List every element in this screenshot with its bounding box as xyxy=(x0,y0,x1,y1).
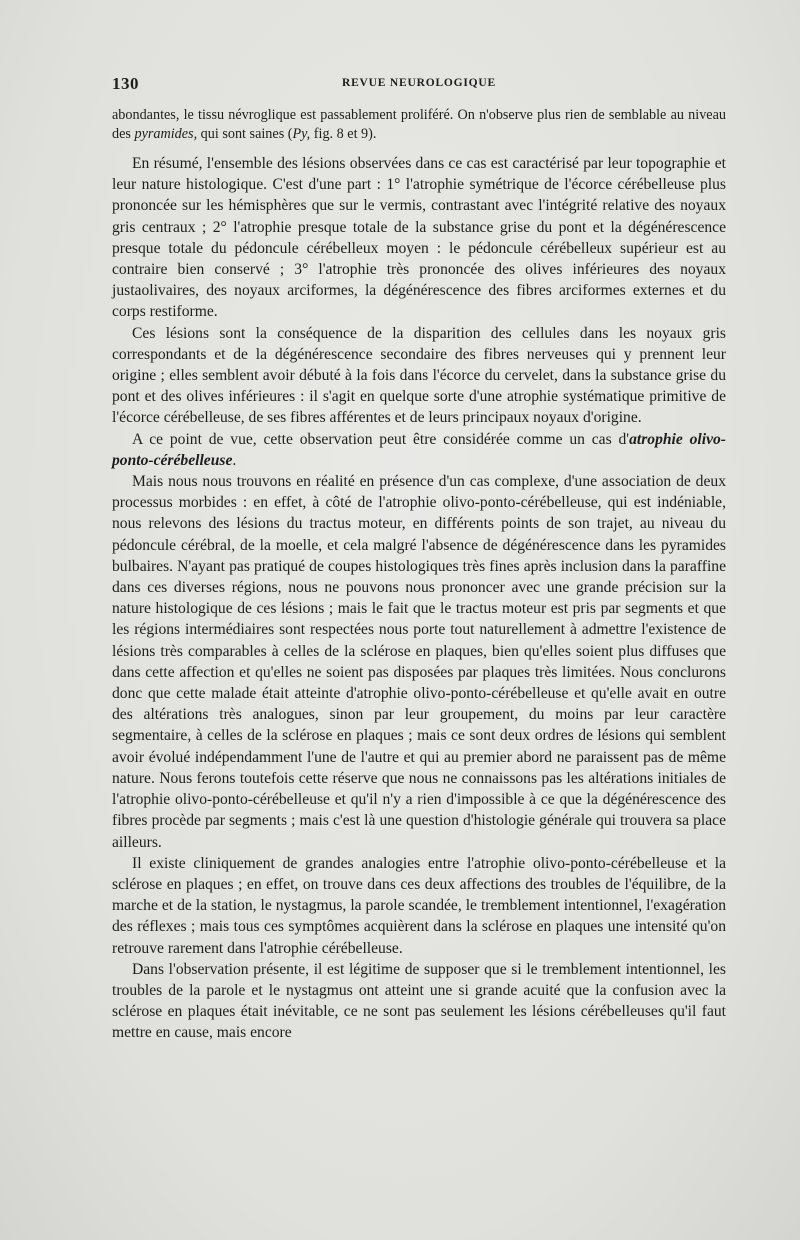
running-head: REVUE NEUROLOGIQUE xyxy=(341,77,497,89)
paragraph-point-de-vue-text: A ce point de vue, cette observation peut être considérée comme un cas d' xyxy=(132,430,630,448)
paragraph-resume: En résumé, l'ensemble des lésions observées dans ce cas est caractérisé par leur topographie et leur nature histologique. C'est d'une part : 1° l'atrophie symétrique de l'écorce cérébelleuse plus prononcée sur les hémisphères que sur le vermis, contrastant avec l'intégrité relative des noyaux gris centraux ; 2° l'atrophie presque totale de la substance grise du pont et la dégénérescence presque totale du pédoncule cérébelleux moyen : le pédoncule cérébelleux supérieur est au contraire bien conservé ; 3° l'atrophie très prononcée des olives inférieures des noyaux justaolivaires, des noyaux arciformes, la dégénérescence des fibres arciformes externes et du corps restiforme. xyxy=(112,155,726,321)
paragraph-point-de-vue xyxy=(112,429,726,471)
paragraph-point-de-vue-end: . xyxy=(232,451,237,469)
intro-text-1: abondantes, le tissu névroglique est passablement proliféré. On n'observe plus rien de semblable au niveau des xyxy=(112,107,726,142)
intro-italic-pyramides: pyramides, xyxy=(134,126,198,142)
paragraph-cas-complexe: Mais nous nous trouvons en réalité en présence d'un cas complexe, d'une association de deux processus morbides : en effet, à côté de l'atrophie olivo-ponto-cérébelleuse, qui est indéniable, nous relevons des lésions du tractus moteur, en différents points de son trajet, au niveau du pédoncule cérébral, de la moelle, et cela malgré l'absence de dégénérescence dans les pyramides bulbaires. N'ayant pas pratiqué de coupes histologiques très fines après inclusion dans la paraffine dans ces diverses régions, nous ne pouvons nous prononcer avec une grande précision sur la nature histologique de ces lésions ; mais le fait que le tractus moteur est pris par segments et que les régions intermédiaires sont respectées nous porte tout naturellement à admettre l'existence de lésions très comparables à celles de la sclérose en plaques, bien qu'elles soient plus diffuses que dans cette affection et qu'elles ne soient pas disposées par plaques très limitées. Nous conclurons donc que cette malade était atteinte d'atrophie olivo-ponto-cérébelleuse et qu'elle avait en outre des altérations très analogues, sinon par leur groupement, du moins par leur caractère segmentaire, à celles de la sclérose en plaques ; mais ce sont deux ordres de lésions qui semblent avoir évolué indépendamment l'une de l'autre et qui au premier abord ne paraissent pas de même nature. Nous ferons toutefois cette réserve que nous ne connaissons pas les altérations initiales de l'atrophie olivo-ponto-cérébelleuse et qu'il n'y a rien d'impossible à ce que la dégénérescence des fibres procède par segments ; mais c'est là une question d'histologie générale qui trouvera sa place ailleurs. xyxy=(112,473,726,851)
intro-paragraph xyxy=(112,106,726,144)
paragraph-observation: Dans l'observation présente, il est légitime de supposer que si le tremblement intentionnel, les troubles de la parole et le nystagmus ont atteint une si grande acuité que la confusion avec la sclérose en plaques était inévitable, ce ne sont pas seulement les lésions cérébelleuses qu'il faut mettre en cause, mais encore xyxy=(112,960,726,1042)
intro-text-5: fig. 8 et 9). xyxy=(310,126,377,142)
body-text xyxy=(112,153,726,1044)
page-number: 130 xyxy=(112,74,139,93)
intro-italic-py: Py, xyxy=(292,126,311,142)
paragraph-lesions: Ces lésions sont la conséquence de la disparition des cellules dans les noyaux gris correspondants et de la dégénérescence secondaire des fibres nerveuses qui y prennent leur origine ; elles semblent avoir débuté à la fois dans l'écorce du cervelet, dans la substance grise du pont et des olives inférieures : il s'agit en quelque sorte d'une atrophie systématique primitive de l'écorce cérébelleuse, de ses fibres afférentes et de leurs principaux noyaux d'origine. xyxy=(112,324,726,427)
term-atrophie-olivo-ponto-cerebelleuse: atrophie olivo-ponto-cérébelleuse xyxy=(112,430,726,469)
paragraph-analogies: Il existe cliniquement de grandes analogies entre l'atrophie olivo-ponto-cérébelleuse et la sclérose en plaques ; en effet, on trouve dans ces deux affections des troubles de l'équilibre, de la marche et de la station, le nystagmus, la parole scandée, le tremblement intentionnel, l'exagération des réflexes ; mais tous ces symptômes acquièrent dans la sclérose en plaques une intensité qu'on retrouve rarement dans l'atrophie cérébelleuse. xyxy=(112,854,726,957)
intro-text-3: qui sont saines ( xyxy=(197,126,293,142)
page-header xyxy=(112,74,726,94)
